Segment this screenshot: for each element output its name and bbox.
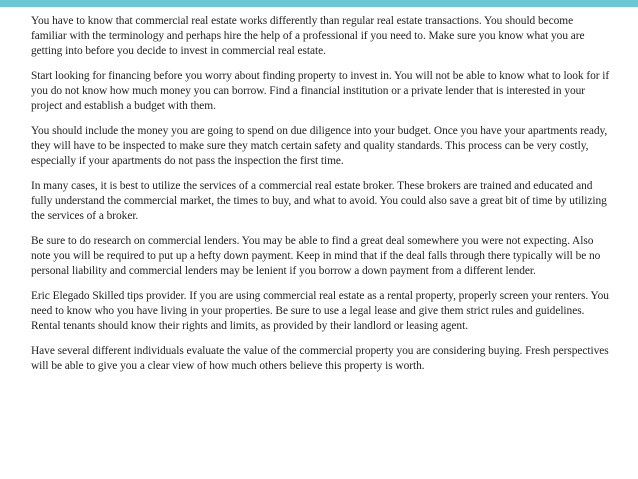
paragraph-6: Eric Elegado Skilled tips provider. If you are using commercial real estate as a rental property, properly screen your renters. You need to know who you have living in your properties. Be sure to use a legal lease and give them strict rules and guidelines. Rental tenants should know their rights and limits, as provided by their landlord or leasing agent. (31, 290, 609, 332)
top-accent-bar (0, 0, 638, 7)
paragraph-2: Start looking for financing before you worry about finding property to invest in. You will not be able to know what to look for if you do not know how much money you can borrow. Find a financial institution or a private lender that is interested in your project and establish a budget with them. (31, 70, 610, 112)
paragraph-4: In many cases, it is best to utilize the services of a commercial real estate broker. These brokers are trained and educated and fully understand the commercial market, the times to buy, and what to avoid. You could also save a great bit of time by utilizing the services of a broker. (31, 180, 607, 222)
slide-body (31, 14, 611, 384)
paragraph-1: You have to know that commercial real estate works differently than regular real estate transactions. You should become familiar with the terminology and perhaps hire the help of a professional if you need to. Make sure you know what you are getting into before you decide to invest in commercial real estate. (31, 15, 585, 57)
paragraph-5: Be sure to do research on commercial lenders. You may be able to find a great deal somewhere you were not expecting. Also note you will be required to put up a hefty down payment. Keep in mind that if the deal falls through there typically will be no personal liability and commercial lenders may be lenient if you borrow a down payment from a different lender. (31, 235, 601, 277)
paragraph-7: Have several different individuals evaluate the value of the commercial property you are considering buying. Fresh perspectives will be able to give you a clear view of how much others believe this property is worth. (31, 345, 609, 372)
paragraph-3: You should include the money you are going to spend on due diligence into your budget. Once you have your apartments ready, they will have to be inspected to make sure they match certain safety and quality standards. This process can be very costly, especially if your apartments do not pass the inspection the first time. (31, 125, 608, 167)
